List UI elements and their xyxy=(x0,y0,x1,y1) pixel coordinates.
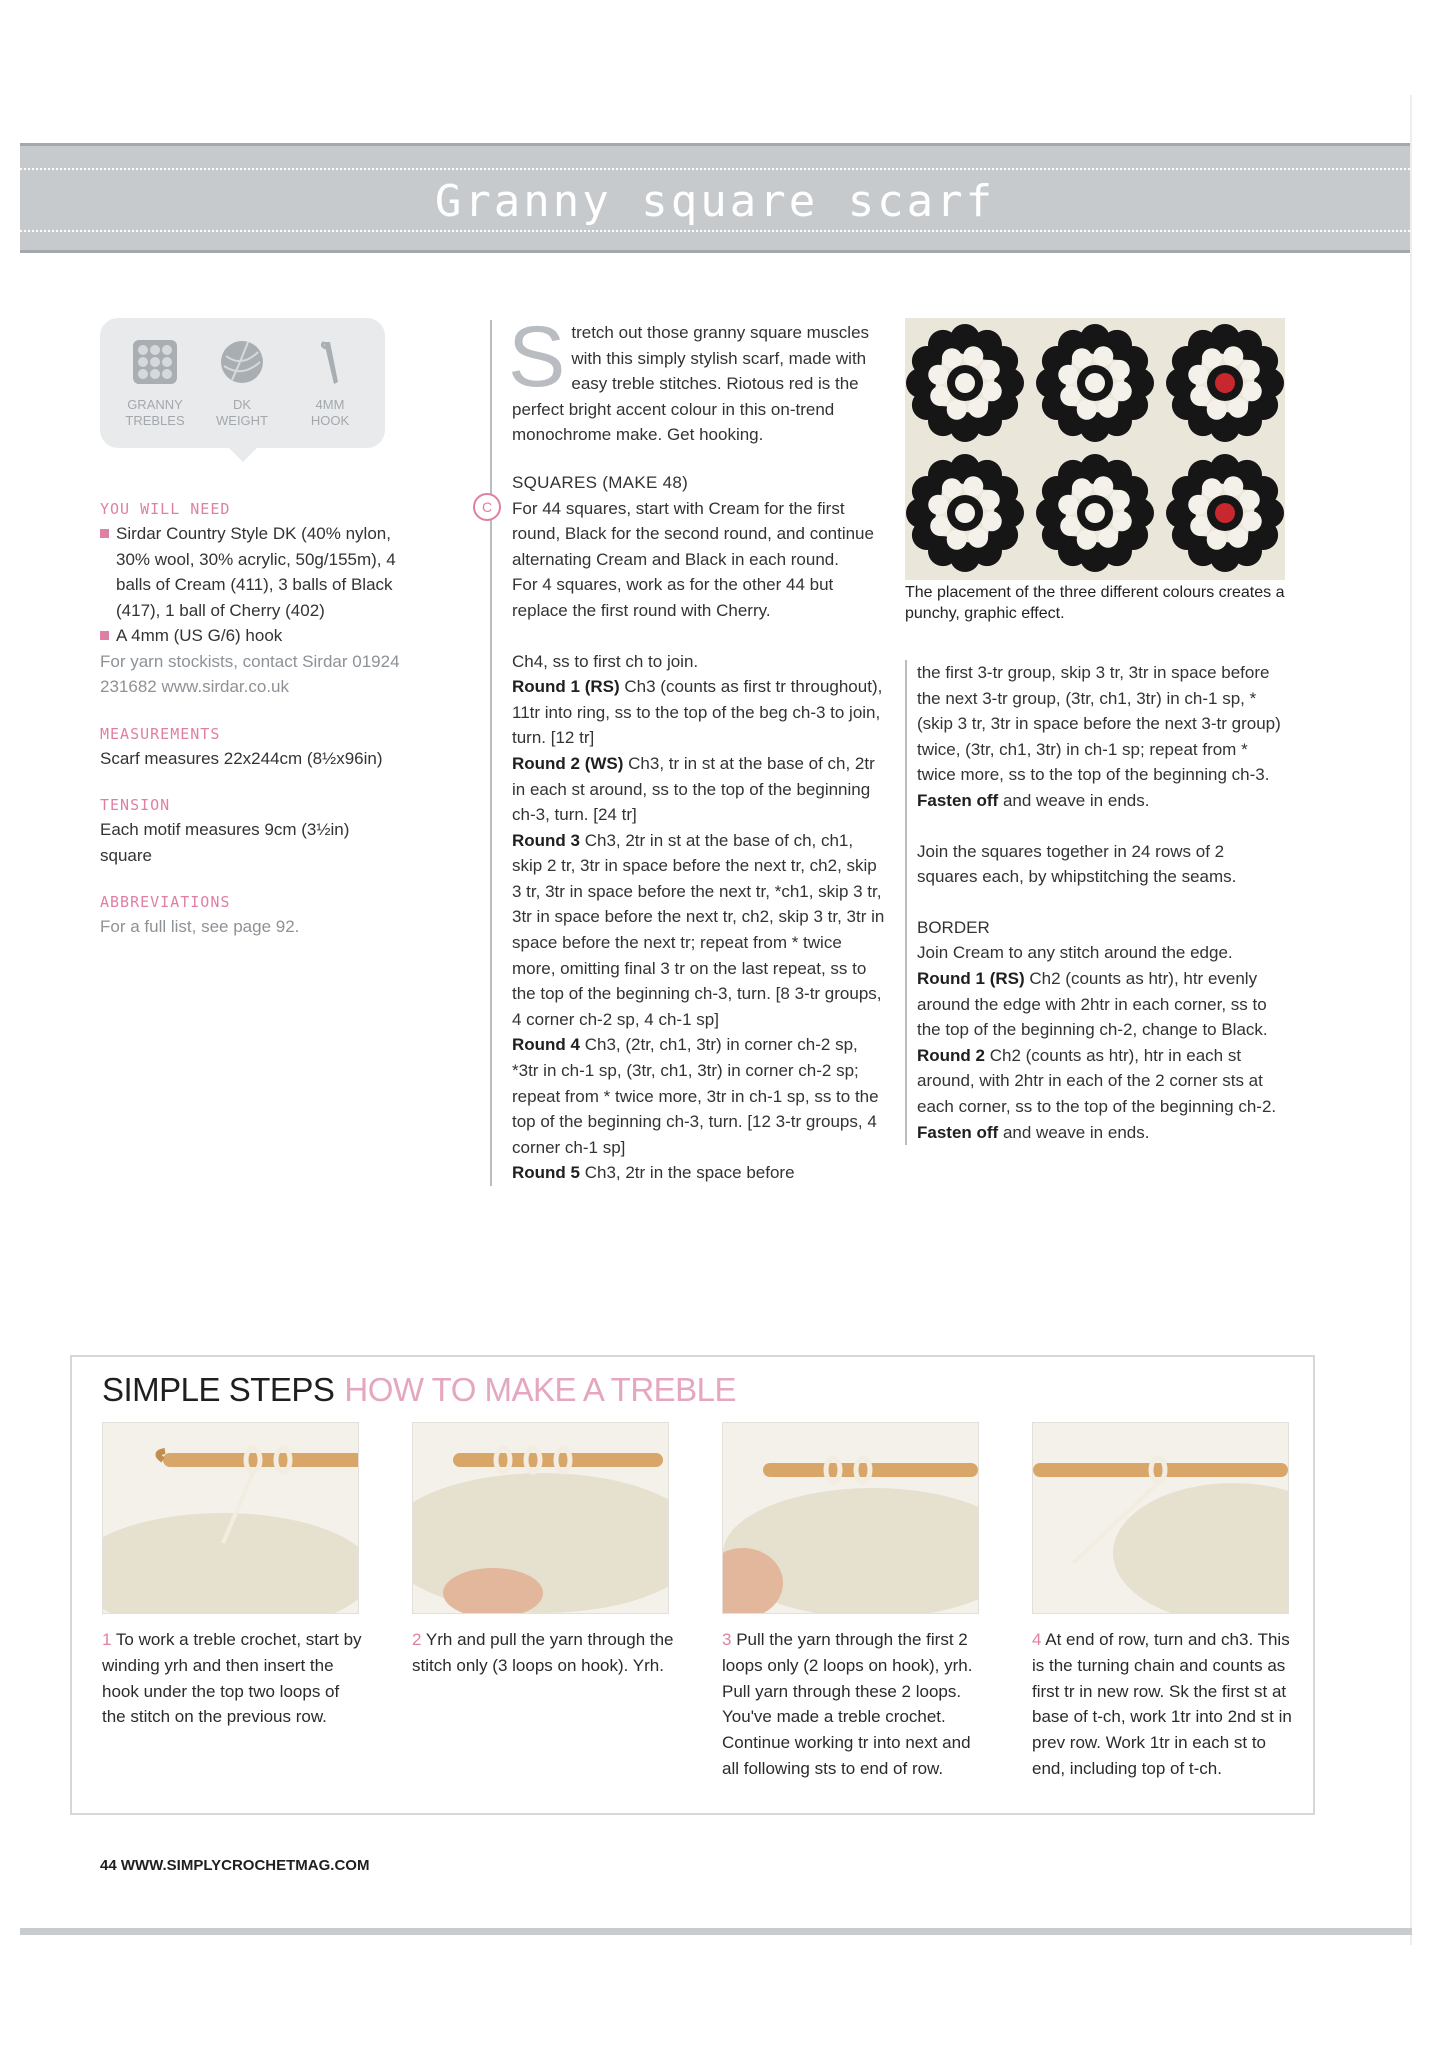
you-will-need-heading: YOU WILL NEED xyxy=(100,500,231,518)
round-instruction xyxy=(512,674,887,751)
fasten-off-label: Fasten off xyxy=(917,790,999,810)
step-number: 1 xyxy=(102,1630,112,1649)
fasten-off-line xyxy=(917,1120,1287,1146)
title-banner xyxy=(20,143,1410,253)
page-footer: 44 WWW.SIMPLYCROCHETMAG.COM xyxy=(100,1857,370,1874)
badge-label: 4MM xyxy=(315,397,345,412)
fasten-off-text: and weave in ends. xyxy=(998,1122,1150,1142)
page-edge xyxy=(1410,95,1412,1945)
round-label: Round 2 xyxy=(917,1045,985,1065)
badge-label: DK xyxy=(232,397,252,412)
step-text-3 xyxy=(722,1627,984,1782)
round-instruction xyxy=(917,1043,1287,1120)
materials-column xyxy=(100,500,400,965)
step-image xyxy=(723,1423,978,1613)
step-description: To work a treble crochet, start by winding yrh and then insert the hook under the top two loops of the stitch on the previous row. xyxy=(102,1630,362,1727)
step-description: Yrh and pull the yarn through the stitch only (3 loops on hook). Yrh. xyxy=(412,1630,674,1675)
intro-text: tretch out those granny square muscles with this simply stylish scarf, made with easy treble stitches. Riotous red is the perfect bright accent colour in this on-trend monochrome make. Get hooking. xyxy=(512,323,870,445)
round-text: the first 3-tr group, skip 3 tr, 3tr in space before the next 3-tr group, (3tr, ch1, 3tr) in ch-1 sp, *(skip 3 tr, 3tr in space before the next 3-tr group) twice, (3tr, ch1, 3tr) in ch-1 sp; repeat from * twice more, ss to the top of the beginning ch-3. xyxy=(917,663,1281,785)
step-number: 3 xyxy=(722,1630,732,1649)
granny-squares-photo xyxy=(905,318,1285,580)
step-photo-2 xyxy=(412,1422,669,1614)
step-text-1 xyxy=(102,1627,364,1730)
tension-heading: TENSION xyxy=(100,796,171,814)
round-instruction xyxy=(512,828,887,1033)
badge-label: WEIGHT xyxy=(216,413,268,428)
intro-paragraph xyxy=(508,309,887,448)
step-image xyxy=(413,1423,668,1613)
round-label: Round 3 xyxy=(512,830,580,850)
border-heading: BORDER xyxy=(917,917,990,937)
step-number: 2 xyxy=(412,1630,422,1649)
step-image xyxy=(1033,1423,1288,1613)
drop-cap: S xyxy=(508,309,566,405)
round-label: Round 4 xyxy=(512,1035,580,1055)
round-label: Round 2 (WS) xyxy=(512,753,624,773)
crochet-hook-icon xyxy=(306,338,354,386)
abbreviations-text: For a full list, see page 92. xyxy=(100,917,300,936)
bullet-square-icon xyxy=(100,631,109,640)
squares-paragraph: For 4 squares, work as for the other 44 but replace the first round with Cherry. xyxy=(512,575,834,620)
stockists-text: For yarn stockists, contact Sirdar 01924 231682 www.sirdar.co.uk xyxy=(100,651,400,696)
squares-heading: SQUARES (MAKE 48) xyxy=(512,472,689,492)
crochet-symbol-icon: C xyxy=(473,493,501,521)
fasten-off-label: Fasten off xyxy=(917,1122,999,1142)
step-photo-4 xyxy=(1032,1422,1289,1614)
badge-granny-trebles xyxy=(115,338,195,429)
badge-label: TREBLES xyxy=(125,413,185,428)
badge-4mm-hook xyxy=(290,338,370,429)
round-instruction xyxy=(512,1160,887,1186)
round-text: Ch3, 2tr in st at the base of ch, ch1, skip 2 tr, 3tr in space before the next tr, ch2, skip 3 tr, 3tr in space before the next tr, *ch1, skip 3 tr, 3tr in space before the next tr, ch2, skip 3 tr, 3tr in space before the next tr; repeat from * twice more, omitting final 3 tr on the last repeat, ss to the top of the beginning ch-3, turn. [8 3-tr groups, 4 corner ch-2 sp, 4 ch-1 sp] xyxy=(512,830,885,1029)
step-image xyxy=(103,1423,358,1613)
fasten-off-line xyxy=(917,788,1287,814)
steps-title xyxy=(102,1371,736,1409)
round-text: Ch3 (counts as first tr throughout), 11tr into ring, ss to the top of the beg ch-3 to join, turn. [12 tr] xyxy=(512,677,883,748)
round-text: Ch3, 2tr in the space before xyxy=(580,1163,795,1183)
round-text: Ch3, tr in st at the base of ch, 2tr in each st around, ss to the top of the beginning ch-3, turn. [24 tr] xyxy=(512,753,875,825)
abbreviations-heading: ABBREVIATIONS xyxy=(100,893,231,911)
round-label: Round 5 xyxy=(512,1163,580,1183)
photo-caption: The placement of the three different colours creates a punchy, graphic effect. xyxy=(905,584,1285,622)
stitch-swatch-icon xyxy=(131,338,179,386)
tension-text: Each motif measures 9cm (3½in) square xyxy=(100,820,350,865)
pattern-column xyxy=(481,309,887,1186)
materials-text: Sirdar Country Style DK (40% nylon, 30% wool, 30% acrylic, 50g/155m), 4 balls of Cream (411), 3 balls of Black (417), 1 ball of Cherry (402) xyxy=(116,524,396,620)
round-instruction xyxy=(512,1032,887,1160)
fasten-off-text: and weave in ends. xyxy=(998,790,1150,810)
step-description: At end of row, turn and ch3. This is the turning chain and counts as first tr in new row. Sk the first st at base of t-ch, work 1tr into 2nd st in prev row. Work 1tr in each st to end, including top of t-ch. xyxy=(1032,1630,1292,1778)
materials-text: A 4mm (US G/6) hook xyxy=(116,626,283,645)
round-instruction xyxy=(917,966,1287,1043)
steps-title-pink: HOW TO MAKE A TREBLE xyxy=(344,1371,737,1408)
materials-item xyxy=(100,521,400,623)
round-instruction xyxy=(512,751,887,828)
bottom-rule xyxy=(20,1928,1412,1935)
join-paragraph: Join the squares together in 24 rows of 2 squares each, by whipstitching the seams. xyxy=(917,841,1237,887)
chain-instruction: Ch4, ss to first ch to join. xyxy=(512,651,699,671)
border-paragraph: Join Cream to any stitch around the edge. xyxy=(917,943,1233,963)
step-photo-1 xyxy=(102,1422,359,1614)
step-description: Pull the yarn through the first 2 loops only (2 loops on hook), yrh. Pull yarn through these 2 loops. You've made a treble crochet. Continue working tr into next and all following sts to end of row. xyxy=(722,1630,973,1778)
step-number: 4 xyxy=(1032,1630,1042,1649)
step-text-2 xyxy=(412,1627,674,1679)
squares-paragraph: For 44 squares, start with Cream for the first round, Black for the second round, and continue alternating Cream and Black in each round. xyxy=(512,498,874,569)
round-text: Ch2 (counts as htr), htr in each st around, with 2htr in each of the 2 corner sts at each corner, ss to the top of the beginning ch-2. xyxy=(917,1045,1277,1116)
round-label: Round 1 (RS) xyxy=(917,968,1025,988)
badge-label: GRANNY xyxy=(127,397,183,412)
round-text: Ch2 (counts as htr), htr evenly around the edge with 2htr in each corner, ss to the top of the beginning ch-2, change to Black. xyxy=(917,968,1268,1040)
info-badge xyxy=(100,318,385,448)
measurements-text: Scarf measures 22x244cm (8½x96in) xyxy=(100,748,383,768)
badge-dk-weight xyxy=(202,338,282,429)
yarn-ball-icon xyxy=(218,338,266,386)
materials-item xyxy=(100,623,400,649)
bullet-square-icon xyxy=(100,529,109,538)
step-photo-3 xyxy=(722,1422,979,1614)
simple-steps-box xyxy=(70,1355,1315,1815)
round-text: Ch3, (2tr, ch1, 3tr) in corner ch-2 sp, *3tr in ch-1 sp, (3tr, ch1, 3tr) in corner ch-2 sp; repeat from * twice more, 3tr in ch-1 sp, ss to the top of the beginning ch-3, turn. [12 3-tr groups, 4 corner ch-1 sp] xyxy=(512,1035,879,1157)
step-text-4 xyxy=(1032,1627,1294,1782)
granny-squares-image xyxy=(905,318,1285,580)
round-label: Round 1 (RS) xyxy=(512,677,620,697)
badge-label: HOOK xyxy=(310,413,350,428)
steps-title-dark: SIMPLE STEPS xyxy=(102,1371,335,1408)
measurements-heading: MEASUREMENTS xyxy=(100,724,221,743)
page-title: Granny square scarf xyxy=(434,176,996,227)
pattern-column-continued xyxy=(905,660,1287,1145)
